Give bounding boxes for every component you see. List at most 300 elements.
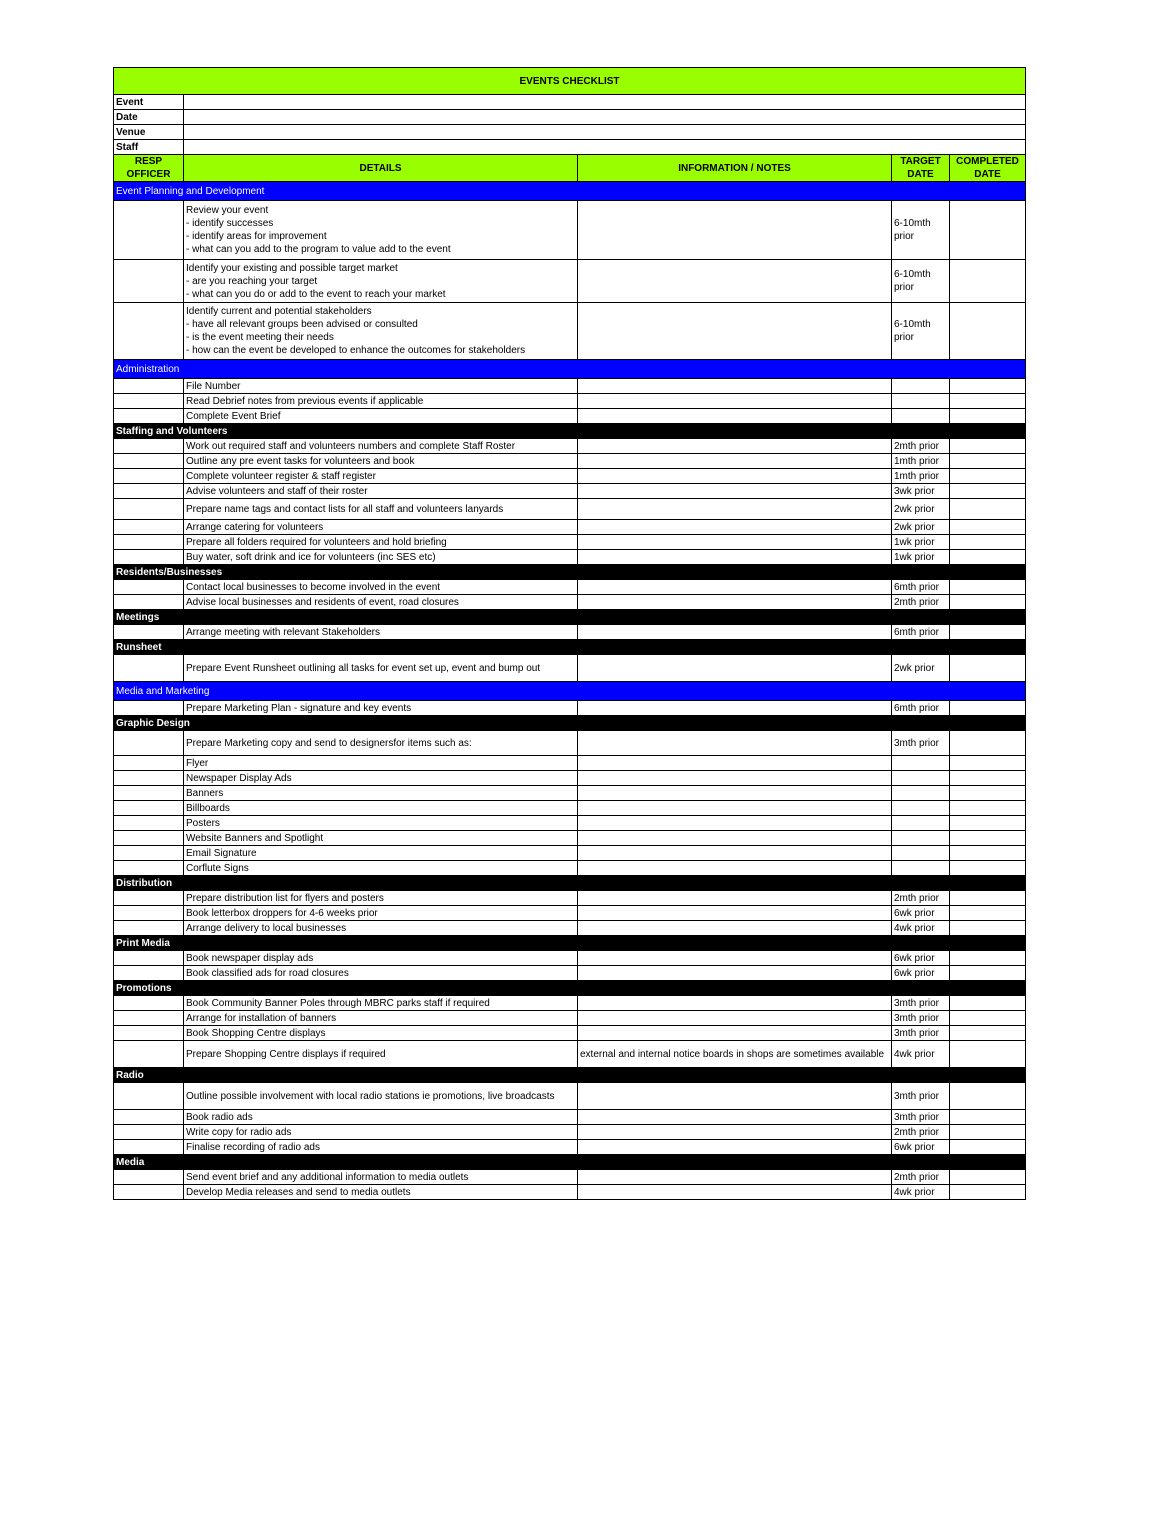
completed-date-cell[interactable] [950,816,1026,831]
completed-date-cell[interactable] [950,409,1026,424]
table-row [114,379,1026,394]
table-row [114,439,1026,454]
details-cell: Advise local businesses and residents of event, road closures [184,595,578,610]
information-notes-cell[interactable] [578,625,892,640]
subsection-header [114,936,1026,951]
information-notes-cell[interactable] [578,595,892,610]
information-notes-cell[interactable] [578,454,892,469]
details-cell: Send event brief and any additional information to media outlets [184,1170,578,1185]
completed-date-cell[interactable] [950,801,1026,816]
resp-officer-cell[interactable] [114,409,184,424]
table-row [114,731,1026,756]
resp-officer-cell[interactable] [114,701,184,716]
staff-label: Staff [114,140,184,155]
subsection-header [114,565,1026,580]
details-cell: Banners [184,786,578,801]
completed-date-cell[interactable] [950,966,1026,981]
resp-officer-cell[interactable] [114,786,184,801]
section-title: Media and Marketing [114,682,1026,701]
completed-date-cell[interactable] [950,454,1026,469]
information-notes-cell[interactable] [578,1125,892,1140]
completed-date-cell[interactable] [950,499,1026,520]
target-date-cell: 3mth prior [892,1083,950,1110]
target-date-cell: 6mth prior [892,625,950,640]
resp-officer-cell[interactable] [114,1026,184,1041]
subsection-header [114,716,1026,731]
subsection-title: Distribution [114,876,1026,891]
information-notes-cell[interactable] [578,731,892,756]
target-date-cell [892,801,950,816]
details-cell: Prepare all folders required for volunteers and hold briefing [184,535,578,550]
date-field[interactable] [184,110,1026,125]
table-row [114,1041,1026,1068]
table-row [114,701,1026,716]
target-date-cell: 2mth prior [892,595,950,610]
resp-officer-cell[interactable] [114,861,184,876]
venue-field[interactable] [184,125,1026,140]
details-cell: Prepare Marketing copy and send to designersfor items such as: [184,731,578,756]
subsection-title: Radio [114,1068,1026,1083]
information-notes-cell[interactable] [578,1083,892,1110]
completed-date-cell[interactable] [950,201,1026,260]
information-notes-cell[interactable] [578,550,892,565]
target-date-cell: 6mth prior [892,580,950,595]
information-notes-cell[interactable] [578,816,892,831]
details-cell: Prepare Marketing Plan - signature and key events [184,701,578,716]
target-date-cell [892,771,950,786]
details-cell: Book Community Banner Poles through MBRC parks staff if required [184,996,578,1011]
details-cell: Read Debrief notes from previous events if applicable [184,394,578,409]
completed-date-cell[interactable] [950,625,1026,640]
information-notes-cell[interactable] [578,786,892,801]
table-row [114,966,1026,981]
details-cell: Arrange catering for volunteers [184,520,578,535]
section-title: Administration [114,360,1026,379]
target-date-cell: 3mth prior [892,1026,950,1041]
completed-date-cell[interactable] [950,1083,1026,1110]
details-cell: Arrange for installation of banners [184,1011,578,1026]
information-notes-cell[interactable] [578,701,892,716]
information-notes-cell[interactable] [578,484,892,499]
staff-field[interactable] [184,140,1026,155]
resp-officer-cell[interactable] [114,201,184,260]
details-cell: File Number [184,379,578,394]
resp-officer-cell[interactable] [114,951,184,966]
table-row [114,550,1026,565]
details-cell: Book radio ads [184,1110,578,1125]
table-row [114,1170,1026,1185]
details-cell: Posters [184,816,578,831]
completed-date-cell[interactable] [950,786,1026,801]
table-row [114,260,1026,303]
resp-officer-cell[interactable] [114,831,184,846]
information-notes-cell[interactable] [578,921,892,936]
subsection-header [114,610,1026,625]
column-header-row [114,155,1026,182]
resp-officer-cell[interactable] [114,816,184,831]
subsection-title: Residents/Businesses [114,565,1026,580]
column-header-information-notes: INFORMATION / NOTES [578,155,892,182]
target-date-cell: 6wk prior [892,951,950,966]
completed-date-cell[interactable] [950,520,1026,535]
details-cell: Advise volunteers and staff of their roster [184,484,578,499]
table-row [114,303,1026,360]
resp-officer-cell[interactable] [114,655,184,682]
details-cell: Arrange meeting with relevant Stakeholders [184,625,578,640]
information-notes-cell[interactable] [578,1185,892,1200]
resp-officer-cell[interactable] [114,1110,184,1125]
target-date-cell: 3mth prior [892,1011,950,1026]
target-date-cell: 2mth prior [892,891,950,906]
details-cell: Complete Event Brief [184,409,578,424]
resp-officer-cell[interactable] [114,580,184,595]
resp-officer-cell[interactable] [114,771,184,786]
details-cell: Work out required staff and volunteers numbers and complete Staff Roster [184,439,578,454]
target-date-cell: 2mth prior [892,439,950,454]
event-field[interactable] [184,95,1026,110]
completed-date-cell[interactable] [950,951,1026,966]
details-cell: Website Banners and Spotlight [184,831,578,846]
table-row [114,771,1026,786]
target-date-cell: 3mth prior [892,1110,950,1125]
subsection-title: Promotions [114,981,1026,996]
table-row [114,655,1026,682]
details-cell: Book newspaper display ads [184,951,578,966]
details-cell: Book letterbox droppers for 4-6 weeks prior [184,906,578,921]
resp-officer-cell[interactable] [114,921,184,936]
table-row [114,499,1026,520]
subsection-header [114,1068,1026,1083]
resp-officer-cell[interactable] [114,469,184,484]
resp-officer-cell[interactable] [114,1140,184,1155]
target-date-cell: 4wk prior [892,1041,950,1068]
target-date-cell [892,831,950,846]
table-row [114,469,1026,484]
completed-date-cell[interactable] [950,771,1026,786]
table-row [114,1140,1026,1155]
completed-date-cell[interactable] [950,1011,1026,1026]
table-row [114,535,1026,550]
target-date-cell: 2wk prior [892,499,950,520]
resp-officer-cell[interactable] [114,801,184,816]
details-cell: Outline possible involvement with local radio stations ie promotions, live broadcasts [184,1083,578,1110]
target-date-cell: 1wk prior [892,550,950,565]
target-date-cell: 6wk prior [892,1140,950,1155]
table-row [114,1125,1026,1140]
resp-officer-cell[interactable] [114,520,184,535]
table-row [114,1083,1026,1110]
information-notes-cell[interactable] [578,756,892,771]
resp-officer-cell[interactable] [114,550,184,565]
target-date-cell: 2wk prior [892,520,950,535]
information-notes-cell[interactable] [578,379,892,394]
event-label: Event [114,95,184,110]
target-date-cell [892,756,950,771]
information-notes-cell[interactable] [578,1170,892,1185]
details-cell: Corflute Signs [184,861,578,876]
completed-date-cell[interactable] [950,861,1026,876]
table-row [114,595,1026,610]
information-notes-cell[interactable] [578,996,892,1011]
table-row [114,520,1026,535]
table-row [114,580,1026,595]
table-row [114,996,1026,1011]
table-row [114,846,1026,861]
resp-officer-cell[interactable] [114,379,184,394]
target-date-cell: 6wk prior [892,906,950,921]
completed-date-cell[interactable] [950,1026,1026,1041]
page-title: EVENTS CHECKLIST [114,68,1026,95]
target-date-cell: 6-10mth prior [892,260,950,303]
section-title: Event Planning and Development [114,182,1026,201]
information-notes-cell[interactable] [578,260,892,303]
information-notes-cell[interactable] [578,861,892,876]
target-date-cell: 1mth prior [892,469,950,484]
subsection-title: Staffing and Volunteers [114,424,1026,439]
completed-date-cell[interactable] [950,996,1026,1011]
subsection-header [114,424,1026,439]
resp-officer-cell[interactable] [114,1125,184,1140]
information-notes-cell[interactable]: external and internal notice boards in shops are sometimes available [578,1041,892,1068]
table-row [114,756,1026,771]
completed-date-cell[interactable] [950,1140,1026,1155]
resp-officer-cell[interactable] [114,891,184,906]
information-notes-cell[interactable] [578,655,892,682]
subsection-title: Media [114,1155,1026,1170]
resp-officer-cell[interactable] [114,484,184,499]
completed-date-cell[interactable] [950,1125,1026,1140]
target-date-cell: 4wk prior [892,921,950,936]
table-row [114,484,1026,499]
date-label: Date [114,110,184,125]
completed-date-cell[interactable] [950,846,1026,861]
details-cell: Identify current and potential stakeholders - have all relevant groups been advised or consulted - is the event meeting their needs - how can the event be developed to enhance the outcomes for stakeholders [184,303,578,360]
table-row [114,831,1026,846]
subsection-title: Runsheet [114,640,1026,655]
information-notes-cell[interactable] [578,891,892,906]
completed-date-cell[interactable] [950,303,1026,360]
section-header [114,682,1026,701]
completed-date-cell[interactable] [950,1185,1026,1200]
details-cell: Email Signature [184,846,578,861]
table-row [114,921,1026,936]
table-row [114,801,1026,816]
section-header [114,182,1026,201]
resp-officer-cell[interactable] [114,1083,184,1110]
resp-officer-cell[interactable] [114,1185,184,1200]
table-row [114,951,1026,966]
completed-date-cell[interactable] [950,701,1026,716]
completed-date-cell[interactable] [950,831,1026,846]
resp-officer-cell[interactable] [114,303,184,360]
table-row [114,1026,1026,1041]
target-date-cell [892,394,950,409]
completed-date-cell[interactable] [950,469,1026,484]
resp-officer-cell[interactable] [114,394,184,409]
subsection-header [114,1155,1026,1170]
target-date-cell: 3wk prior [892,484,950,499]
target-date-cell: 3mth prior [892,731,950,756]
completed-date-cell[interactable] [950,891,1026,906]
target-date-cell [892,816,950,831]
details-cell: Review your event - identify successes - identify areas for improvement - what can you add to the program to value add to the event [184,201,578,260]
details-cell: Outline any pre event tasks for volunteers and book [184,454,578,469]
resp-officer-cell[interactable] [114,1041,184,1068]
information-notes-cell[interactable] [578,499,892,520]
target-date-cell: 1mth prior [892,454,950,469]
table-row [114,906,1026,921]
completed-date-cell[interactable] [950,595,1026,610]
completed-date-cell[interactable] [950,1041,1026,1068]
events-checklist-table [113,67,1026,1200]
resp-officer-cell[interactable] [114,1170,184,1185]
completed-date-cell[interactable] [950,1170,1026,1185]
details-cell: Arrange delivery to local businesses [184,921,578,936]
details-cell: Prepare distribution list for flyers and posters [184,891,578,906]
information-notes-cell[interactable] [578,951,892,966]
target-date-cell [892,786,950,801]
table-row [114,816,1026,831]
venue-label: Venue [114,125,184,140]
details-cell: Complete volunteer register & staff register [184,469,578,484]
table-row [114,394,1026,409]
target-date-cell: 2mth prior [892,1170,950,1185]
details-cell: Identify your existing and possible target market - are you reaching your target - what can you do or add to the event to reach your market [184,260,578,303]
column-header-details: DETAILS [184,155,578,182]
resp-officer-cell[interactable] [114,535,184,550]
resp-officer-cell[interactable] [114,625,184,640]
target-date-cell [892,409,950,424]
information-notes-cell[interactable] [578,201,892,260]
subsection-title: Meetings [114,610,1026,625]
column-header-completed-date: COMPLETED DATE [950,155,1026,182]
information-notes-cell[interactable] [578,439,892,454]
details-cell: Book Shopping Centre displays [184,1026,578,1041]
completed-date-cell[interactable] [950,484,1026,499]
completed-date-cell[interactable] [950,260,1026,303]
section-header [114,360,1026,379]
subsection-header [114,876,1026,891]
details-cell: Contact local businesses to become involved in the event [184,580,578,595]
completed-date-cell[interactable] [950,379,1026,394]
column-header-target-date: TARGET DATE [892,155,950,182]
target-date-cell: 6-10mth prior [892,201,950,260]
completed-date-cell[interactable] [950,906,1026,921]
resp-officer-cell[interactable] [114,499,184,520]
table-row [114,891,1026,906]
resp-officer-cell[interactable] [114,996,184,1011]
information-notes-cell[interactable] [578,771,892,786]
completed-date-cell[interactable] [950,580,1026,595]
table-row [114,201,1026,260]
target-date-cell [892,846,950,861]
information-notes-cell[interactable] [578,1140,892,1155]
completed-date-cell[interactable] [950,756,1026,771]
target-date-cell: 2mth prior [892,1125,950,1140]
details-cell: Book classified ads for road closures [184,966,578,981]
subsection-title: Graphic Design [114,716,1026,731]
table-row [114,454,1026,469]
resp-officer-cell[interactable] [114,846,184,861]
details-cell: Billboards [184,801,578,816]
table-row [114,1011,1026,1026]
information-notes-cell[interactable] [578,801,892,816]
resp-officer-cell[interactable] [114,595,184,610]
information-notes-cell[interactable] [578,469,892,484]
resp-officer-cell[interactable] [114,439,184,454]
resp-officer-cell[interactable] [114,1011,184,1026]
table-row [114,786,1026,801]
information-notes-cell[interactable] [578,831,892,846]
details-cell: Newspaper Display Ads [184,771,578,786]
information-notes-cell[interactable] [578,535,892,550]
information-notes-cell[interactable] [578,409,892,424]
information-notes-cell[interactable] [578,1110,892,1125]
information-notes-cell[interactable] [578,1026,892,1041]
target-date-cell [892,379,950,394]
completed-date-cell[interactable] [950,394,1026,409]
target-date-cell: 4wk prior [892,1185,950,1200]
details-cell: Prepare Shopping Centre displays if required [184,1041,578,1068]
details-cell: Buy water, soft drink and ice for volunteers (inc SES etc) [184,550,578,565]
completed-date-cell[interactable] [950,439,1026,454]
completed-date-cell[interactable] [950,550,1026,565]
target-date-cell: 1wk prior [892,535,950,550]
resp-officer-cell[interactable] [114,731,184,756]
details-cell: Write copy for radio ads [184,1125,578,1140]
table-row [114,625,1026,640]
resp-officer-cell[interactable] [114,756,184,771]
resp-officer-cell[interactable] [114,454,184,469]
completed-date-cell[interactable] [950,655,1026,682]
information-notes-cell[interactable] [578,580,892,595]
details-cell: Flyer [184,756,578,771]
target-date-cell: 2wk prior [892,655,950,682]
subsection-header [114,640,1026,655]
table-row [114,1185,1026,1200]
column-header-resp-officer: RESP OFFICER [114,155,184,182]
target-date-cell: 6wk prior [892,966,950,981]
information-notes-cell[interactable] [578,846,892,861]
target-date-cell [892,861,950,876]
details-cell: Prepare Event Runsheet outlining all tasks for event set up, event and bump out [184,655,578,682]
resp-officer-cell[interactable] [114,906,184,921]
completed-date-cell[interactable] [950,1110,1026,1125]
target-date-cell: 3mth prior [892,996,950,1011]
table-row [114,861,1026,876]
completed-date-cell[interactable] [950,731,1026,756]
completed-date-cell[interactable] [950,921,1026,936]
information-notes-cell[interactable] [578,394,892,409]
details-cell: Develop Media releases and send to media outlets [184,1185,578,1200]
resp-officer-cell[interactable] [114,966,184,981]
subsection-header [114,981,1026,996]
information-notes-cell[interactable] [578,520,892,535]
details-cell: Finalise recording of radio ads [184,1140,578,1155]
information-notes-cell[interactable] [578,966,892,981]
target-date-cell: 6-10mth prior [892,303,950,360]
table-row [114,1110,1026,1125]
information-notes-cell[interactable] [578,1011,892,1026]
details-cell: Prepare name tags and contact lists for all staff and volunteers lanyards [184,499,578,520]
information-notes-cell[interactable] [578,906,892,921]
table-row [114,409,1026,424]
subsection-title: Print Media [114,936,1026,951]
target-date-cell: 6mth prior [892,701,950,716]
information-notes-cell[interactable] [578,303,892,360]
completed-date-cell[interactable] [950,535,1026,550]
resp-officer-cell[interactable] [114,260,184,303]
